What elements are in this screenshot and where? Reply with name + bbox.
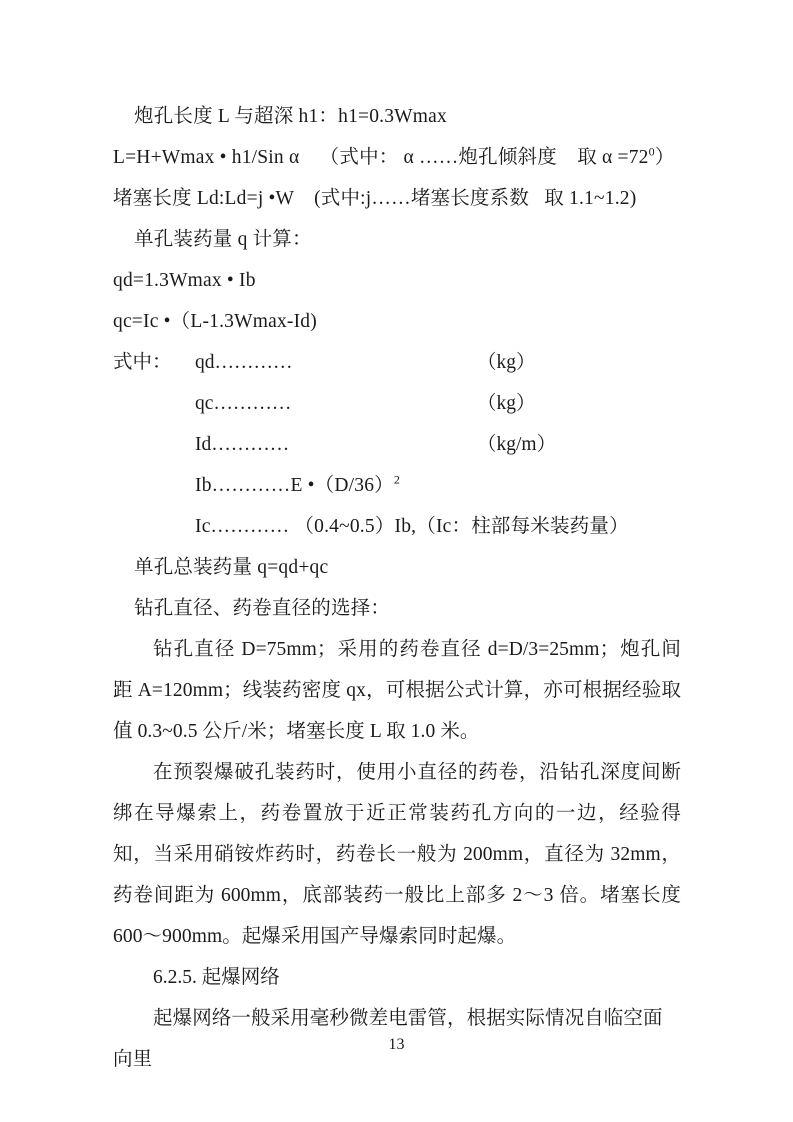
legend-row-qc <box>113 383 681 424</box>
total-charge-line: 单孔总装药量 q=qd+qc <box>134 557 329 578</box>
diameter-paragraph: 钻孔直径 D=75mm；采用的药卷直径 d=D/3=25mm；炮孔间距 A=120mm；线装药密度 qx，可根据公式计算，亦可根据经验取值 0.3~0.5 公斤/米；堵塞长度 L 取 1.0 米。 <box>113 639 681 742</box>
presplit-charging-paragraph: 在预裂爆破孔装药时，使用小直径的药卷，沿钻孔深度间断绑在导爆索上，药卷置放于近正常装药孔方向的一边，经验得知，当采用硝铵炸药时，药卷长一般为 200mm，直径为 32mm，药卷间距为 600mm，底部装药一般比上部多 2～3 倍。堵塞长度 600～900mm。起爆采用国产导爆索同时起爆。 <box>113 762 681 947</box>
legend-unit-id: （kg/m） <box>477 434 557 455</box>
legend-symbol-ib: Ib…………E •（D/36） <box>195 475 394 496</box>
legend-lead-label: 式中： <box>113 352 172 373</box>
legend-unit-qd: （kg） <box>477 352 536 373</box>
document-body <box>113 96 681 1080</box>
formula-line-qc: qc=Ic •（L-1.3Wmax-Id) <box>113 311 317 332</box>
formula-line-qd: qd=1.3Wmax • Ib <box>113 270 256 291</box>
legend-unit-qc: （kg） <box>477 393 536 414</box>
legend-lead-spacer-qc <box>113 383 195 424</box>
diameter-selection-title: 钻孔直径、药卷直径的选择： <box>134 598 391 619</box>
section-heading-6-2-5: 6.2.5. 起爆网络 <box>153 967 280 988</box>
legend-row-ic: Ic………… （0.4~0.5）Ib,（Ic：柱部每米装药量） <box>195 516 629 537</box>
legend-row-ib <box>113 465 681 506</box>
legend-lead-spacer-id <box>113 424 195 465</box>
legend-symbol-id: Id………… <box>195 434 290 455</box>
formula-line-stemming-length: 堵塞长度 Ld:Ld=j •W (式中:j……堵塞长度系数 取 1.1~1.2) <box>113 188 637 209</box>
square-superscript: 2 <box>393 472 401 487</box>
formula-hole-length-close: ） <box>654 147 675 168</box>
formula-line-hole-length-equation <box>113 137 681 178</box>
degree-superscript: 0 <box>648 144 655 159</box>
page-number: 13 <box>388 1036 405 1053</box>
single-hole-charge-title: 单孔装药量 q 计算： <box>134 229 312 250</box>
formula-hole-length-main: L=H+Wmax • h1/Sin α （式中： α ……炮孔倾斜度 取 α =72 <box>113 147 649 168</box>
legend-symbol-qc: qc………… <box>195 393 292 414</box>
legend-symbol-qd: qd………… <box>195 352 293 373</box>
formula-line-hole-length: 炮孔长度 L 与超深 h1：h1=0.3Wmax <box>134 106 447 127</box>
legend-row-id <box>113 424 681 465</box>
initiation-network-paragraph: 起爆网络一般采用毫秒微差电雷管，根据实际情况自临空面向里 <box>113 1008 663 1070</box>
legend-row-qd <box>113 342 681 383</box>
